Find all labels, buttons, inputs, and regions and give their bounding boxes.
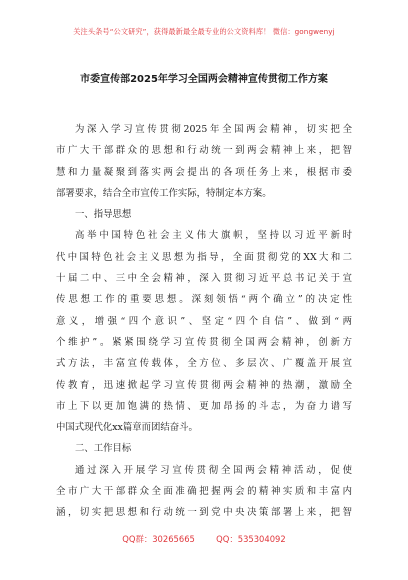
qq-label: QQ： — [216, 534, 238, 544]
section-heading-1: 一、指导思想 — [75, 209, 132, 221]
paragraph-2-line-2: 代中国特色社会主义思想为指导，全面贯彻党的XX大和二 — [56, 251, 352, 263]
paragraph-2-line-9: 市上下以更加饱满的热情、更加昂扬的斗志，为奋力谱写 — [56, 400, 352, 412]
paragraph-2-line-1: 高举中国特色社会主义伟大旗帜，坚持以习近平新时 — [75, 230, 352, 242]
promo-banner: 关注头条号“公文研究”，获得最新最全最专业的公文资料库！ 微信：gongwenyj — [73, 27, 335, 36]
paragraph-1-line-3: 慧和力量凝聚到落实两会提出的各项任务上来，根据市委 — [56, 166, 352, 178]
qq-group-number: 30265665 — [152, 534, 195, 544]
section-heading-2: 二、工作目标 — [75, 443, 132, 455]
contact-footer — [0, 533, 408, 545]
qq-number: 535304092 — [237, 534, 286, 544]
qq-group-label: QQ群： — [122, 534, 153, 544]
paragraph-2-line-8: 传教育，迅速掀起学习宣传贯彻两会精神的热潮，激励全 — [56, 379, 352, 391]
paragraph-3-line-2: 全市广大干部群众全面准确把握两会的精神实质和丰富内 — [56, 486, 352, 498]
paragraph-3-line-3: 涵，切实把思想和行动统一到党中央决策部署上来，把智 — [56, 507, 352, 519]
document-title: 市委宣传部2025年学习全国两会精神宣传贯彻工作方案 — [80, 74, 328, 85]
document-body — [56, 119, 352, 524]
paragraph-1-line-4: 部署要求，结合全市宣传工作实际，特制定本方案。 — [56, 187, 272, 199]
paragraph-3-line-1: 通过深入开展学习宣传贯彻全国两会精神活动，促使 — [75, 464, 352, 476]
paragraph-1-line-2: 市广大干部群众的思想和行动统一到两会精神上来，把智 — [56, 145, 352, 157]
paragraph-2-line-10: 中国式现代化xx篇章而团结奋斗。 — [56, 422, 198, 434]
paragraph-2-line-7: 式方法，丰富宣传载体，全方位、多层次、广覆盖开展宣 — [56, 358, 352, 370]
paragraph-2-line-4: 传思想工作的重要思想。深刻领悟“两个确立”的决定性 — [56, 294, 352, 306]
paragraph-2-line-5: 意义，增强“四个意识”、坚定“四个自信”、做到“两 — [56, 315, 352, 327]
paragraph-1-line-1: 为深入学习宣传贯彻2025年全国两会精神，切实把全 — [75, 124, 352, 135]
paragraph-2-line-3: 十届二中、三中全会精神，深入贯彻习近平总书记关于宣 — [56, 273, 352, 285]
paragraph-2-line-6: 个维护”。紧紧围绕学习宣传贯彻全国两会精神，创新方 — [56, 336, 352, 348]
